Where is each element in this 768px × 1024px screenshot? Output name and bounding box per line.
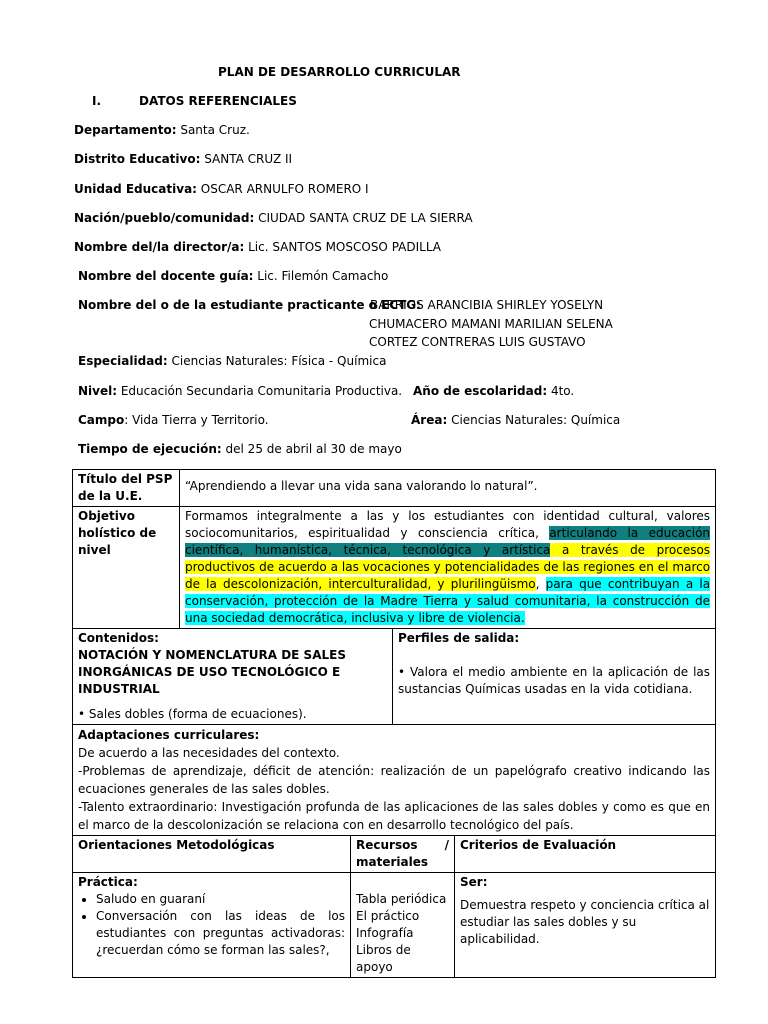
field-label: Nivel: [78, 384, 118, 398]
orientaciones-label: Orientaciones Metodológicas [78, 838, 275, 852]
field-value: Lic. SANTOS MOSCOSO PADILLA [244, 240, 442, 254]
field-nivel [78, 383, 402, 399]
student-name: BARRIOS ARANCIBIA SHIRLEY YOSELYN [370, 298, 604, 312]
objetivo-text-teal-highlight: articulando la educación científica, humanística, técnica, tecnológica y artística [185, 526, 711, 557]
field-label: Departamento: [74, 123, 177, 137]
objetivo-label: Objetivo holístico de nivel [78, 509, 157, 557]
field-value: Educación Secundaria Comunitaria Productiva. [117, 384, 403, 398]
orientaciones-header [73, 836, 351, 873]
practica-cell [73, 873, 351, 978]
section-number: I. [92, 94, 102, 108]
adaptaciones-line: -Talento extraordinario: Investigación profunda de las aplicaciones de las sales dobles y como es que en el marco de la descolonización se relaciona con en desarrollo tecnológico del país. [78, 800, 711, 832]
field-label: Distrito Educativo: [74, 152, 201, 166]
field-departamento [74, 122, 250, 138]
field-label: Especialidad: [78, 354, 168, 368]
objetivo-text-yellow-highlight: a través de procesos productivos de acuerdo a las vocaciones y potencialidades de las regiones en el marco de la descolonización, interculturalidad, y plurilingüismo [185, 543, 711, 591]
recursos-header [351, 836, 455, 873]
field-especialidad [78, 353, 386, 369]
recurso-item: Tabla periódica [356, 892, 447, 906]
adaptaciones-label: Adaptaciones curriculares: [78, 728, 260, 742]
recursos-cell [351, 873, 455, 978]
psp-label: Título del PSP de la U.E. [78, 472, 173, 503]
objetivo-label-cell [73, 507, 180, 629]
contenidos-label: Contenidos: [78, 631, 159, 645]
ser-cell [455, 873, 716, 978]
page-title: PLAN DE DESARROLLO CURRICULAR [218, 65, 461, 79]
recurso-item: El práctico [356, 909, 420, 923]
field-tiempo [78, 441, 402, 457]
field-label: Año de escolaridad: [413, 384, 548, 398]
contenidos-cell [73, 629, 393, 725]
field-label: Nombre del o de la estudiante practicante o ECTG: [78, 298, 421, 312]
field-value: Ciencias Naturales: Física - Química [167, 354, 387, 368]
field-value: SANTA CRUZ II [200, 152, 293, 166]
field-label: Área: [411, 413, 448, 427]
field-campo [78, 412, 269, 428]
field-nacion [74, 210, 473, 226]
field-label: Campo [78, 413, 125, 427]
field-anio [413, 383, 574, 399]
field-label: Tiempo de ejecución: [78, 442, 222, 456]
field-director [74, 239, 441, 255]
practica-label: Práctica: [78, 875, 138, 889]
objetivo-comma: , [535, 526, 550, 540]
curriculum-table [72, 469, 716, 978]
table-row-objetivo [73, 507, 716, 629]
section-title: DATOS REFERENCIALES [139, 94, 297, 108]
field-value: CIUDAD SANTA CRUZ DE LA SIERRA [254, 211, 473, 225]
field-unidad [74, 181, 369, 197]
recurso-item: Infografía [356, 926, 414, 940]
perfiles-label: Perfiles de salida: [398, 631, 520, 645]
practica-list [78, 891, 345, 959]
perfiles-item: • Valora el medio ambiente en la aplicación de las sustancias Químicas usadas en la vida cotidiana. [398, 665, 711, 696]
table-row-adaptaciones [73, 725, 716, 836]
field-value: Ciencias Naturales: Química [447, 413, 621, 427]
field-label: Nación/pueblo/comunidad: [74, 211, 255, 225]
field-value: del 25 de abril al 30 de mayo [221, 442, 402, 456]
recursos-label: Recursos [356, 838, 418, 852]
field-label: Unidad Educativa: [74, 182, 197, 196]
student-name: CHUMACERO MAMANI MARILIAN SELENA [369, 317, 613, 331]
recurso-item: Libros de apoyo [356, 943, 411, 974]
perfiles-cell [393, 629, 716, 725]
field-label: Nombre del/la director/a: [74, 240, 245, 254]
student-name: CORTEZ CONTRERAS LUIS GUSTAVO [369, 335, 586, 349]
contenidos-title: NOTACIÓN Y NOMENCLATURA DE SALES INORGÁNICAS DE USO TECNOLÓGICO E INDUSTRIAL [78, 648, 346, 696]
field-value: Lic. Filemón Camacho [253, 269, 389, 283]
criterios-header [455, 836, 716, 873]
field-area [411, 412, 620, 428]
field-value: 4to. [547, 384, 575, 398]
materiales-label: materiales [356, 855, 428, 869]
adaptaciones-cell [73, 725, 716, 836]
field-label: Nombre del docente guía: [78, 269, 254, 283]
table-row-headers [73, 836, 716, 873]
ser-text: Demuestra respeto y conciencia crítica al estudiar las sales dobles y su aplicabilidad. [460, 898, 710, 946]
criterios-label: Criterios de Evaluación [460, 838, 617, 852]
field-value: : Vida Tierra y Territorio. [124, 413, 269, 427]
psp-value-cell [180, 470, 716, 507]
recursos-slash: / [444, 838, 449, 852]
contenidos-item: • Sales dobles (forma de ecuaciones). [78, 707, 307, 721]
psp-value: “Aprendiendo a llevar una vida sana valorando lo natural”. [185, 479, 538, 493]
field-value: Santa Cruz. [176, 123, 250, 137]
list-item: • Conversación con las ideas de los estudiantes con preguntas activadoras: ¿recuerdan cómo se forman las sales?, [96, 908, 345, 959]
table-row-psp [73, 470, 716, 507]
list-item: • Saludo en guaraní [96, 891, 345, 908]
field-distrito [74, 151, 292, 167]
psp-label-cell [73, 470, 180, 507]
adaptaciones-line: De acuerdo a las necesidades del contexto. [78, 746, 340, 760]
objetivo-text-cyan-highlight: para que contribuyan a la conservación, protección de la Madre Tierra y salud comunitaria, la construcción de una sociedad democrática, inclusiva y libre de violencia. [185, 577, 711, 625]
field-value: OSCAR ARNULFO ROMERO I [196, 182, 369, 196]
field-docente [78, 268, 388, 284]
objetivo-comma: , [535, 577, 546, 591]
objetivo-text-plain: Formamos integralmente a las y los estudiantes con identidad cultural, valores sociocomunitarios, espiritualidad y consciencia crítica [185, 509, 711, 540]
table-row-contenidos [73, 629, 716, 725]
adaptaciones-line: -Problemas de aprendizaje, déficit de atención: realización de un papelógrafo creativo indicando las ecuaciones generales de las sales dobles. [78, 764, 711, 796]
table-row-practica [73, 873, 716, 978]
ser-label: Ser: [460, 875, 488, 889]
objetivo-text-cell [180, 507, 716, 629]
